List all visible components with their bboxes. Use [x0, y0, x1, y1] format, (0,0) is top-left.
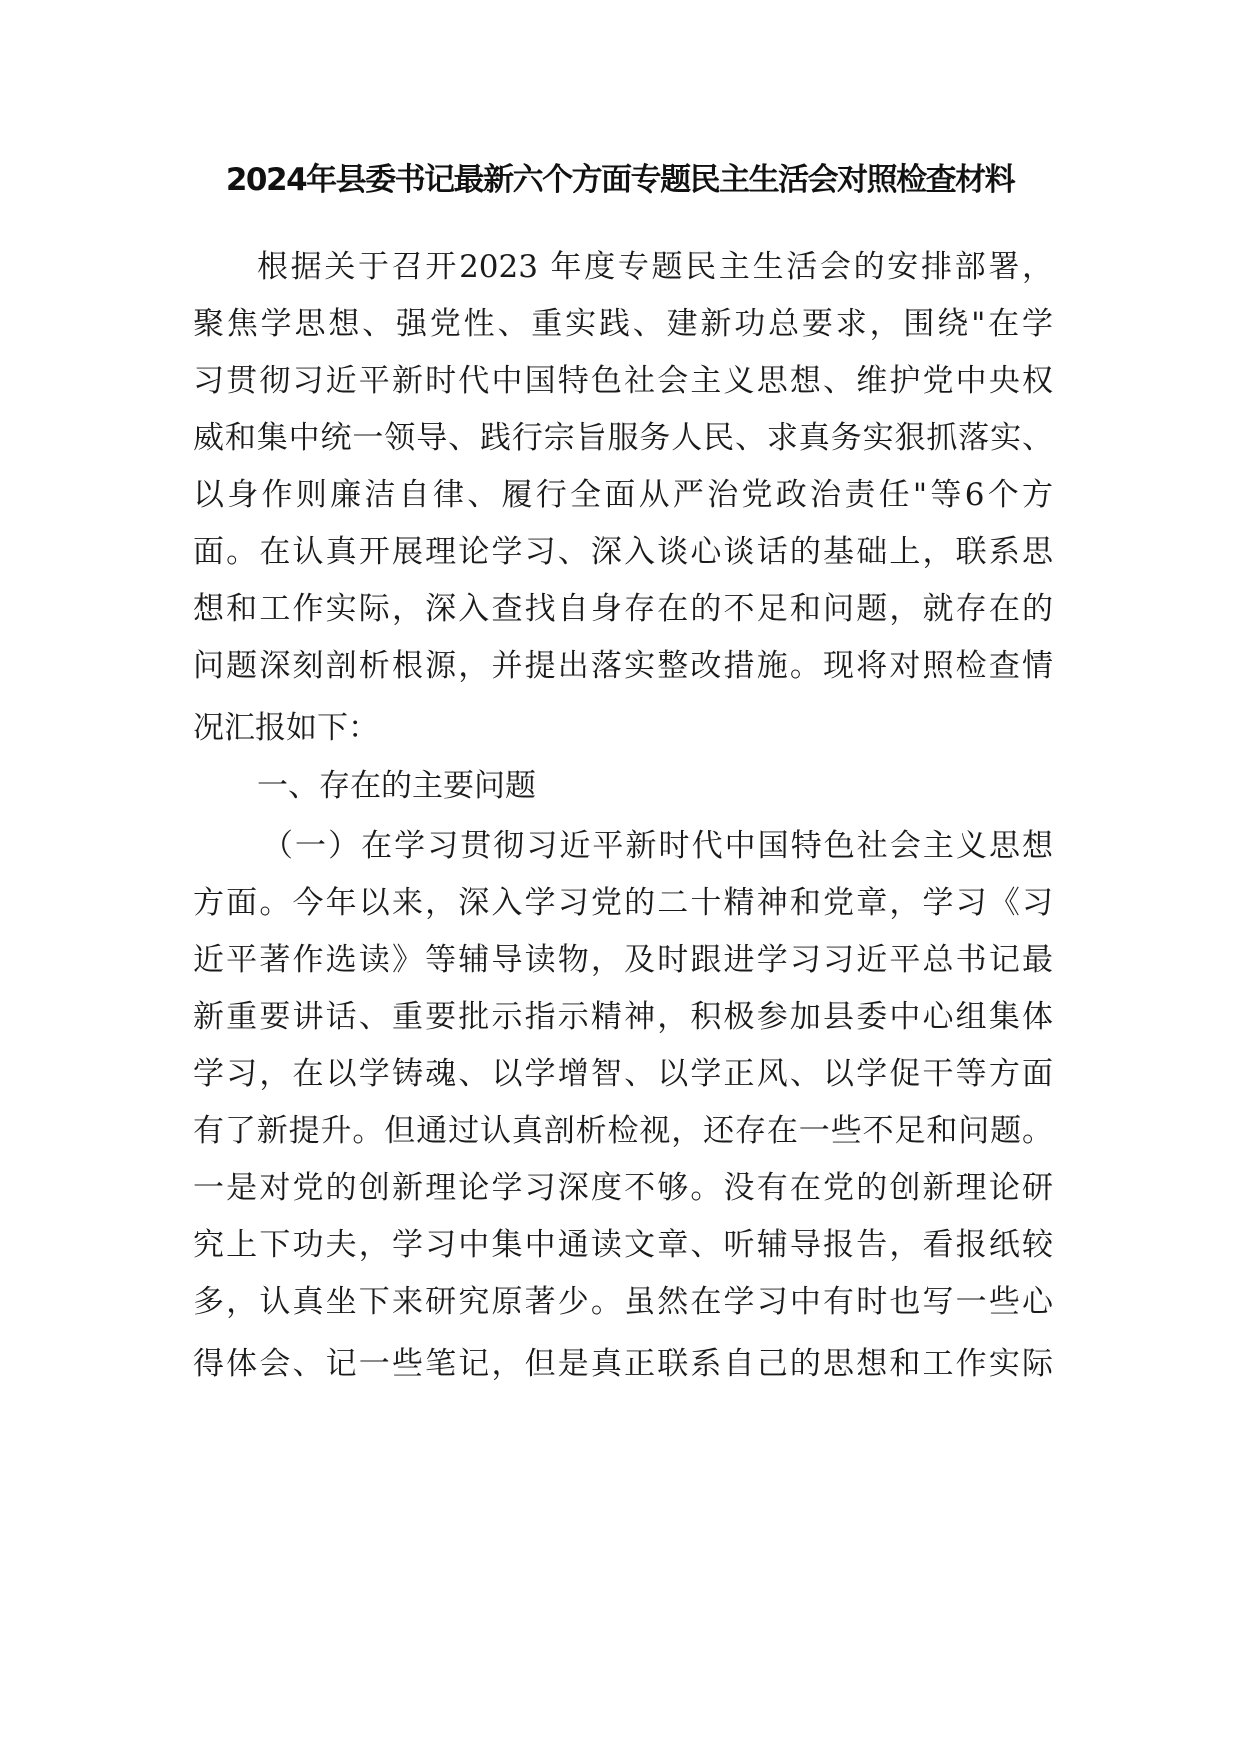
paragraph-line: 究上下功夫，学习中集中通读文章、听辅导报告，看报纸较 [193, 1227, 1053, 1263]
paragraph-line: 一是对党的创新理论学习深度不够。没有在党的创新理论研 [193, 1170, 1053, 1206]
paragraph-line: 问题深刻剖析根源，并提出落实整改措施。现将对照检查情 [193, 648, 1053, 684]
paragraph-line: 得体会、记一些笔记，但是真正联系自己的思想和工作实际 [193, 1346, 1053, 1382]
section-heading: 一、存在的主要问题 [257, 768, 536, 804]
paragraph-line: 近平著作选读》等辅导读物，及时跟进学习习近平总书记最 [193, 942, 1053, 978]
paragraph-line: 聚焦学思想、强党性、重实践、建新功总要求，围绕"在学 [193, 306, 1053, 342]
paragraph-line: 新重要讲话、重要批示指示精神，积极参加县委中心组集体 [193, 999, 1053, 1035]
document-title: 2024年县委书记最新六个方面专题民主生活会对照检查材料 [225, 162, 1015, 198]
paragraph-line: 根据关于召开2023 年度专题民主生活会的安排部署， [257, 249, 1053, 285]
paragraph-line: 想和工作实际，深入查找自身存在的不足和问题，就存在的 [193, 591, 1053, 627]
paragraph-line: 威和集中统一领导、践行宗旨服务人民、求真务实狠抓落实、 [193, 420, 1053, 456]
paragraph-line: （一）在学习贯彻习近平新时代中国特色社会主义思想 [262, 828, 1053, 864]
paragraph-line: 多，认真坐下来研究原著少。虽然在学习中有时也写一些心 [193, 1284, 1053, 1320]
paragraph-line: 况汇报如下： [193, 710, 379, 746]
paragraph-line: 习贯彻习近平新时代中国特色社会主义思想、维护党中央权 [193, 363, 1053, 399]
paragraph-line: 学习，在以学铸魂、以学增智、以学正风、以学促干等方面 [193, 1056, 1053, 1092]
paragraph-line: 以身作则廉洁自律、履行全面从严治党政治责任"等6个方 [193, 477, 1053, 513]
paragraph-line: 面。在认真开展理论学习、深入谈心谈话的基础上，联系思 [193, 534, 1053, 570]
paragraph-line: 有了新提升。但通过认真剖析检视，还存在一些不足和问题。 [193, 1113, 1053, 1149]
paragraph-line: 方面。今年以来，深入学习党的二十精神和党章，学习《习 [193, 885, 1053, 921]
